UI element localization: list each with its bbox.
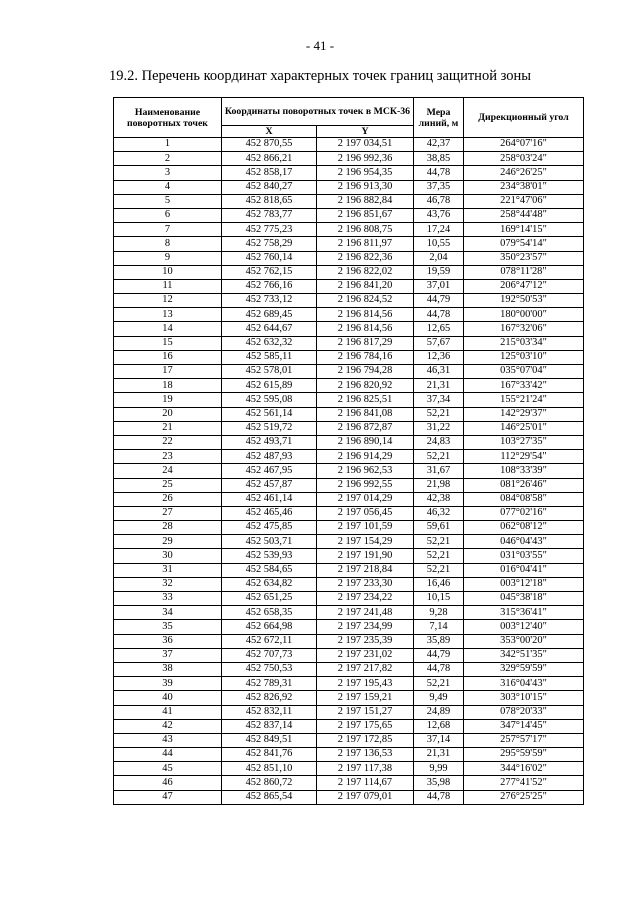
x-coordinate-cell: 452 632,32 (222, 336, 317, 350)
point-id-cell: 32 (114, 577, 222, 591)
x-coordinate-cell: 452 870,55 (222, 138, 317, 152)
line-length-cell: 35,98 (414, 776, 464, 790)
line-length-cell: 57,67 (414, 336, 464, 350)
direction-angle-cell: 155°21'24" (464, 393, 584, 407)
y-coordinate-cell: 2 197 195,43 (317, 677, 414, 691)
direction-angle-cell: 295°59'59" (464, 748, 584, 762)
header-angle: Дирекционный угол (464, 98, 584, 138)
y-coordinate-cell: 2 197 034,51 (317, 138, 414, 152)
x-coordinate-cell: 452 733,12 (222, 294, 317, 308)
table-row (114, 138, 584, 152)
y-coordinate-cell: 2 196 992,36 (317, 152, 414, 166)
line-length-cell: 52,21 (414, 563, 464, 577)
point-id-cell: 45 (114, 762, 222, 776)
x-coordinate-cell: 452 457,87 (222, 478, 317, 492)
y-coordinate-cell: 2 196 841,20 (317, 279, 414, 293)
x-coordinate-cell: 452 860,72 (222, 776, 317, 790)
x-coordinate-cell: 452 783,77 (222, 208, 317, 222)
line-length-cell: 31,67 (414, 464, 464, 478)
line-length-cell: 7,14 (414, 620, 464, 634)
section-title: 19.2. Перечень координат характерных точек границ защитной зоны (109, 68, 531, 84)
table-row (114, 223, 584, 237)
y-coordinate-cell: 2 197 233,30 (317, 577, 414, 591)
table-row (114, 365, 584, 379)
x-coordinate-cell: 452 766,16 (222, 279, 317, 293)
line-length-cell: 52,21 (414, 549, 464, 563)
y-coordinate-cell: 2 196 954,35 (317, 166, 414, 180)
y-coordinate-cell: 2 196 822,02 (317, 265, 414, 279)
line-length-cell: 2,04 (414, 251, 464, 265)
direction-angle-cell: 316°04'43" (464, 677, 584, 691)
line-length-cell: 9,28 (414, 606, 464, 620)
direction-angle-cell: 350°23'57" (464, 251, 584, 265)
point-id-cell: 2 (114, 152, 222, 166)
table-header (114, 98, 584, 138)
table-row (114, 691, 584, 705)
point-id-cell: 38 (114, 662, 222, 676)
point-id-cell: 31 (114, 563, 222, 577)
y-coordinate-cell: 2 197 154,29 (317, 535, 414, 549)
point-id-cell: 6 (114, 208, 222, 222)
y-coordinate-cell: 2 196 851,67 (317, 208, 414, 222)
line-length-cell: 24,89 (414, 705, 464, 719)
x-coordinate-cell: 452 519,72 (222, 421, 317, 435)
y-coordinate-cell: 2 197 114,67 (317, 776, 414, 790)
line-length-cell: 21,31 (414, 748, 464, 762)
table-row (114, 265, 584, 279)
line-length-cell: 12,68 (414, 719, 464, 733)
line-length-cell: 44,78 (414, 790, 464, 804)
y-coordinate-cell: 2 197 079,01 (317, 790, 414, 804)
table-row (114, 549, 584, 563)
line-length-cell: 21,98 (414, 478, 464, 492)
direction-angle-cell: 112°29'54" (464, 450, 584, 464)
x-coordinate-cell: 452 689,45 (222, 308, 317, 322)
table-row (114, 450, 584, 464)
table-row (114, 506, 584, 520)
x-coordinate-cell: 452 826,92 (222, 691, 317, 705)
x-coordinate-cell: 452 841,76 (222, 748, 317, 762)
line-length-cell: 43,76 (414, 208, 464, 222)
x-coordinate-cell: 452 475,85 (222, 521, 317, 535)
line-length-cell: 17,24 (414, 223, 464, 237)
point-id-cell: 10 (114, 265, 222, 279)
point-id-cell: 24 (114, 464, 222, 478)
table-row (114, 336, 584, 350)
x-coordinate-cell: 452 849,51 (222, 733, 317, 747)
point-id-cell: 9 (114, 251, 222, 265)
point-id-cell: 8 (114, 237, 222, 251)
x-coordinate-cell: 452 539,93 (222, 549, 317, 563)
y-coordinate-cell: 2 197 218,84 (317, 563, 414, 577)
point-id-cell: 43 (114, 733, 222, 747)
table-row (114, 705, 584, 719)
y-coordinate-cell: 2 197 117,38 (317, 762, 414, 776)
x-coordinate-cell: 452 615,89 (222, 379, 317, 393)
y-coordinate-cell: 2 196 817,29 (317, 336, 414, 350)
y-coordinate-cell: 2 196 814,56 (317, 308, 414, 322)
point-id-cell: 35 (114, 620, 222, 634)
direction-angle-cell: 125°03'10" (464, 350, 584, 364)
x-coordinate-cell: 452 851,10 (222, 762, 317, 776)
line-length-cell: 44,79 (414, 294, 464, 308)
table-row (114, 620, 584, 634)
direction-angle-cell: 257°57'17" (464, 733, 584, 747)
direction-angle-cell: 180°00'00" (464, 308, 584, 322)
line-length-cell: 37,14 (414, 733, 464, 747)
table-row (114, 152, 584, 166)
line-length-cell: 46,78 (414, 194, 464, 208)
line-length-cell: 52,21 (414, 450, 464, 464)
table-row (114, 776, 584, 790)
point-id-cell: 39 (114, 677, 222, 691)
point-id-cell: 21 (114, 421, 222, 435)
line-length-cell: 38,85 (414, 152, 464, 166)
direction-angle-cell: 046°04'43" (464, 535, 584, 549)
line-length-cell: 9,99 (414, 762, 464, 776)
y-coordinate-cell: 2 196 824,52 (317, 294, 414, 308)
y-coordinate-cell: 2 197 151,27 (317, 705, 414, 719)
point-id-cell: 42 (114, 719, 222, 733)
x-coordinate-cell: 452 664,98 (222, 620, 317, 634)
table-row (114, 577, 584, 591)
direction-angle-cell: 215°03'34" (464, 336, 584, 350)
point-id-cell: 28 (114, 521, 222, 535)
direction-angle-cell: 347°14'45" (464, 719, 584, 733)
y-coordinate-cell: 2 197 172,85 (317, 733, 414, 747)
header-x: X (222, 126, 317, 138)
direction-angle-cell: 258°44'48" (464, 208, 584, 222)
table-row (114, 180, 584, 194)
table-row (114, 251, 584, 265)
line-length-cell: 21,31 (414, 379, 464, 393)
y-coordinate-cell: 2 196 962,53 (317, 464, 414, 478)
line-length-cell: 12,36 (414, 350, 464, 364)
y-coordinate-cell: 2 196 882,84 (317, 194, 414, 208)
table-row (114, 634, 584, 648)
table-row (114, 279, 584, 293)
y-coordinate-cell: 2 196 992,55 (317, 478, 414, 492)
line-length-cell: 44,78 (414, 662, 464, 676)
line-length-cell: 52,21 (414, 407, 464, 421)
point-id-cell: 27 (114, 506, 222, 520)
direction-angle-cell: 167°32'06" (464, 322, 584, 336)
table-row (114, 733, 584, 747)
line-length-cell: 24,83 (414, 435, 464, 449)
x-coordinate-cell: 452 595,08 (222, 393, 317, 407)
point-id-cell: 17 (114, 365, 222, 379)
table-body (114, 138, 584, 805)
table-row (114, 748, 584, 762)
y-coordinate-cell: 2 197 234,99 (317, 620, 414, 634)
y-coordinate-cell: 2 196 784,16 (317, 350, 414, 364)
direction-angle-cell: 081°26'46" (464, 478, 584, 492)
point-id-cell: 25 (114, 478, 222, 492)
y-coordinate-cell: 2 196 814,56 (317, 322, 414, 336)
line-length-cell: 9,49 (414, 691, 464, 705)
point-id-cell: 12 (114, 294, 222, 308)
x-coordinate-cell: 452 758,29 (222, 237, 317, 251)
y-coordinate-cell: 2 196 822,36 (317, 251, 414, 265)
direction-angle-cell: 062°08'12" (464, 521, 584, 535)
x-coordinate-cell: 452 634,82 (222, 577, 317, 591)
direction-angle-cell: 234°38'01" (464, 180, 584, 194)
direction-angle-cell: 329°59'59" (464, 662, 584, 676)
table-row (114, 237, 584, 251)
line-length-cell: 52,21 (414, 535, 464, 549)
coordinates-table (113, 97, 584, 805)
line-length-cell: 42,37 (414, 138, 464, 152)
direction-angle-cell: 077°02'16" (464, 506, 584, 520)
line-length-cell: 10,15 (414, 592, 464, 606)
point-id-cell: 36 (114, 634, 222, 648)
table-row (114, 393, 584, 407)
y-coordinate-cell: 2 196 841,08 (317, 407, 414, 421)
table-row (114, 407, 584, 421)
point-id-cell: 37 (114, 648, 222, 662)
y-coordinate-cell: 2 196 825,51 (317, 393, 414, 407)
direction-angle-cell: 016°04'41" (464, 563, 584, 577)
table-row (114, 719, 584, 733)
y-coordinate-cell: 2 197 217,82 (317, 662, 414, 676)
header-length: Мера линий, м (414, 98, 464, 138)
x-coordinate-cell: 452 707,73 (222, 648, 317, 662)
y-coordinate-cell: 2 197 235,39 (317, 634, 414, 648)
point-id-cell: 23 (114, 450, 222, 464)
line-length-cell: 16,46 (414, 577, 464, 591)
y-coordinate-cell: 2 196 808,75 (317, 223, 414, 237)
point-id-cell: 16 (114, 350, 222, 364)
x-coordinate-cell: 452 644,67 (222, 322, 317, 336)
x-coordinate-cell: 452 789,31 (222, 677, 317, 691)
line-length-cell: 52,21 (414, 677, 464, 691)
line-length-cell: 59,61 (414, 521, 464, 535)
direction-angle-cell: 142°29'37" (464, 407, 584, 421)
table-row (114, 464, 584, 478)
table-row (114, 762, 584, 776)
direction-angle-cell: 167°33'42" (464, 379, 584, 393)
direction-angle-cell: 078°20'33" (464, 705, 584, 719)
y-coordinate-cell: 2 197 231,02 (317, 648, 414, 662)
table-row (114, 322, 584, 336)
header-name: Наименование поворотных точек (114, 98, 222, 138)
table-row (114, 563, 584, 577)
point-id-cell: 34 (114, 606, 222, 620)
direction-angle-cell: 103°27'35" (464, 435, 584, 449)
point-id-cell: 7 (114, 223, 222, 237)
y-coordinate-cell: 2 197 101,59 (317, 521, 414, 535)
direction-angle-cell: 192°50'53" (464, 294, 584, 308)
x-coordinate-cell: 452 750,53 (222, 662, 317, 676)
point-id-cell: 3 (114, 166, 222, 180)
x-coordinate-cell: 452 585,11 (222, 350, 317, 364)
table-row (114, 492, 584, 506)
y-coordinate-cell: 2 196 913,30 (317, 180, 414, 194)
line-length-cell: 44,78 (414, 166, 464, 180)
point-id-cell: 19 (114, 393, 222, 407)
point-id-cell: 33 (114, 592, 222, 606)
point-id-cell: 44 (114, 748, 222, 762)
point-id-cell: 29 (114, 535, 222, 549)
x-coordinate-cell: 452 467,95 (222, 464, 317, 478)
table-row (114, 478, 584, 492)
direction-angle-cell: 353°00'20" (464, 634, 584, 648)
y-coordinate-cell: 2 196 794,28 (317, 365, 414, 379)
direction-angle-cell: 277°41'52" (464, 776, 584, 790)
point-id-cell: 30 (114, 549, 222, 563)
point-id-cell: 15 (114, 336, 222, 350)
point-id-cell: 5 (114, 194, 222, 208)
x-coordinate-cell: 452 584,65 (222, 563, 317, 577)
point-id-cell: 11 (114, 279, 222, 293)
x-coordinate-cell: 452 840,27 (222, 180, 317, 194)
point-id-cell: 47 (114, 790, 222, 804)
table-row (114, 194, 584, 208)
x-coordinate-cell: 452 493,71 (222, 435, 317, 449)
direction-angle-cell: 344°16'02" (464, 762, 584, 776)
direction-angle-cell: 003°12'40" (464, 620, 584, 634)
line-length-cell: 12,65 (414, 322, 464, 336)
table-row (114, 294, 584, 308)
x-coordinate-cell: 452 561,14 (222, 407, 317, 421)
x-coordinate-cell: 452 818,65 (222, 194, 317, 208)
point-id-cell: 4 (114, 180, 222, 194)
y-coordinate-cell: 2 197 191,90 (317, 549, 414, 563)
x-coordinate-cell: 452 866,21 (222, 152, 317, 166)
direction-angle-cell: 045°38'18" (464, 592, 584, 606)
table-row (114, 662, 584, 676)
direction-angle-cell: 146°25'01" (464, 421, 584, 435)
direction-angle-cell: 078°11'28" (464, 265, 584, 279)
line-length-cell: 10,55 (414, 237, 464, 251)
table-row (114, 166, 584, 180)
table-row (114, 421, 584, 435)
table-row (114, 606, 584, 620)
direction-angle-cell: 169°14'15" (464, 223, 584, 237)
point-id-cell: 1 (114, 138, 222, 152)
x-coordinate-cell: 452 775,23 (222, 223, 317, 237)
line-length-cell: 37,34 (414, 393, 464, 407)
table-row (114, 208, 584, 222)
x-coordinate-cell: 452 762,15 (222, 265, 317, 279)
x-coordinate-cell: 452 760,14 (222, 251, 317, 265)
table-row (114, 521, 584, 535)
line-length-cell: 37,35 (414, 180, 464, 194)
line-length-cell: 42,38 (414, 492, 464, 506)
x-coordinate-cell: 452 487,93 (222, 450, 317, 464)
x-coordinate-cell: 452 658,35 (222, 606, 317, 620)
table-row (114, 350, 584, 364)
table-row (114, 535, 584, 549)
point-id-cell: 18 (114, 379, 222, 393)
table-row (114, 790, 584, 804)
y-coordinate-cell: 2 197 241,48 (317, 606, 414, 620)
line-length-cell: 19,59 (414, 265, 464, 279)
table-row (114, 435, 584, 449)
line-length-cell: 44,79 (414, 648, 464, 662)
direction-angle-cell: 003°12'18" (464, 577, 584, 591)
x-coordinate-cell: 452 837,14 (222, 719, 317, 733)
y-coordinate-cell: 2 196 890,14 (317, 435, 414, 449)
direction-angle-cell: 035°07'04" (464, 365, 584, 379)
direction-angle-cell: 084°08'58" (464, 492, 584, 506)
point-id-cell: 22 (114, 435, 222, 449)
x-coordinate-cell: 452 503,71 (222, 535, 317, 549)
line-length-cell: 37,01 (414, 279, 464, 293)
direction-angle-cell: 206°47'12" (464, 279, 584, 293)
table-row (114, 592, 584, 606)
table-row (114, 379, 584, 393)
line-length-cell: 31,22 (414, 421, 464, 435)
x-coordinate-cell: 452 465,46 (222, 506, 317, 520)
direction-angle-cell: 246°26'25" (464, 166, 584, 180)
y-coordinate-cell: 2 196 872,87 (317, 421, 414, 435)
y-coordinate-cell: 2 196 820,92 (317, 379, 414, 393)
y-coordinate-cell: 2 197 234,22 (317, 592, 414, 606)
line-length-cell: 44,78 (414, 308, 464, 322)
direction-angle-cell: 264°07'16" (464, 138, 584, 152)
x-coordinate-cell: 452 672,11 (222, 634, 317, 648)
point-id-cell: 40 (114, 691, 222, 705)
x-coordinate-cell: 452 578,01 (222, 365, 317, 379)
y-coordinate-cell: 2 197 175,65 (317, 719, 414, 733)
table-row (114, 677, 584, 691)
direction-angle-cell: 221°47'06" (464, 194, 584, 208)
table-row (114, 648, 584, 662)
direction-angle-cell: 031°03'55" (464, 549, 584, 563)
y-coordinate-cell: 2 196 914,29 (317, 450, 414, 464)
header-y: Y (317, 126, 414, 138)
x-coordinate-cell: 452 858,17 (222, 166, 317, 180)
direction-angle-cell: 342°51'35" (464, 648, 584, 662)
direction-angle-cell: 108°33'39" (464, 464, 584, 478)
y-coordinate-cell: 2 197 136,53 (317, 748, 414, 762)
point-id-cell: 20 (114, 407, 222, 421)
direction-angle-cell: 258°03'24" (464, 152, 584, 166)
direction-angle-cell: 303°10'15" (464, 691, 584, 705)
point-id-cell: 13 (114, 308, 222, 322)
line-length-cell: 46,32 (414, 506, 464, 520)
point-id-cell: 26 (114, 492, 222, 506)
direction-angle-cell: 315°36'41" (464, 606, 584, 620)
y-coordinate-cell: 2 197 159,21 (317, 691, 414, 705)
point-id-cell: 46 (114, 776, 222, 790)
y-coordinate-cell: 2 197 014,29 (317, 492, 414, 506)
line-length-cell: 46,31 (414, 365, 464, 379)
table-row (114, 308, 584, 322)
point-id-cell: 41 (114, 705, 222, 719)
x-coordinate-cell: 452 461,14 (222, 492, 317, 506)
y-coordinate-cell: 2 197 056,45 (317, 506, 414, 520)
line-length-cell: 35,89 (414, 634, 464, 648)
x-coordinate-cell: 452 651,25 (222, 592, 317, 606)
x-coordinate-cell: 452 832,11 (222, 705, 317, 719)
point-id-cell: 14 (114, 322, 222, 336)
page-number: - 41 - (305, 38, 335, 53)
direction-angle-cell: 276°25'25" (464, 790, 584, 804)
y-coordinate-cell: 2 196 811,97 (317, 237, 414, 251)
direction-angle-cell: 079°54'14" (464, 237, 584, 251)
header-coords: Координаты поворотных точек в МСК-36 (222, 98, 414, 126)
x-coordinate-cell: 452 865,54 (222, 790, 317, 804)
